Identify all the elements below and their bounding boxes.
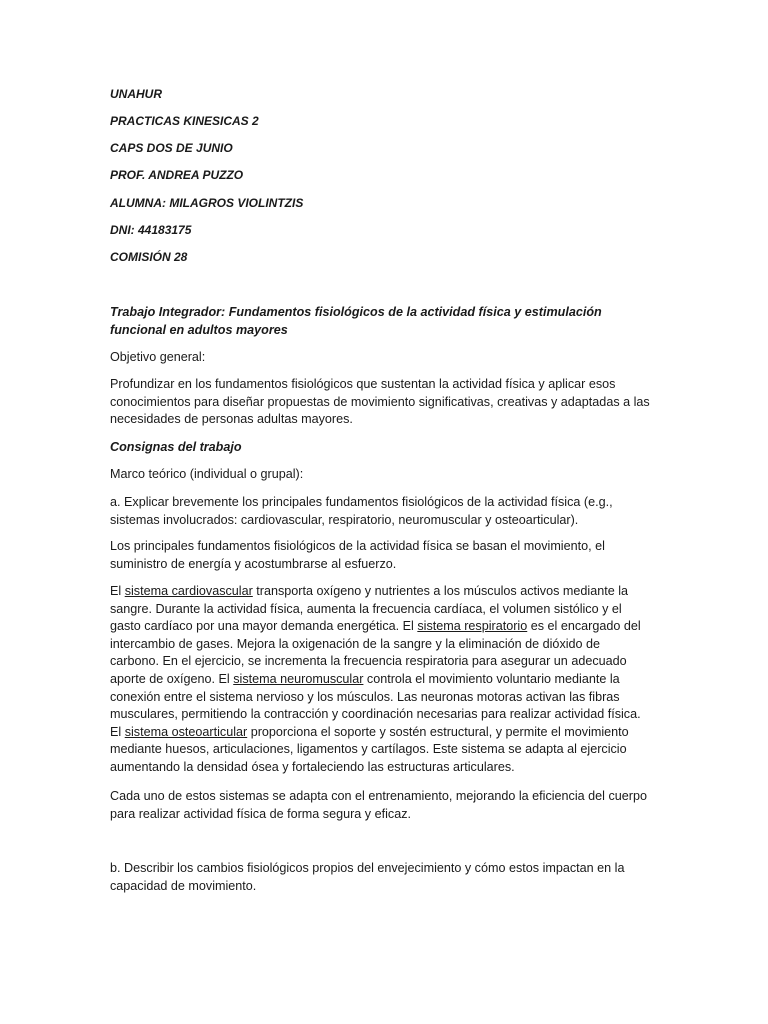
item-a: a. Explicar brevemente los principales fundamentos fisiológicos de la actividad física (e.g., sistemas involucrados: cardiovascular, respiratorio, neuromuscular y osteoarticular). xyxy=(110,495,613,527)
marco-teorico: Marco teórico (individual o grupal): xyxy=(110,467,304,481)
objective-heading: Objetivo general: xyxy=(110,350,206,364)
p2-text-2: transporta oxígeno y nutrientes a los músculos activos mediante la sangre. Durante la actividad física, aumenta la frecuencia cardíaca, el volumen sistólico y el gasto cardíaco por una mayor demanda energética. El xyxy=(110,584,629,634)
p2-text-3: es el encargado del intercambio de gases. Mejora la oxigenación de la sangre y la eliminación de dióxido de carbono. En el ejercicio, se incrementa la frecuencia respiratoria para asegurar un adecuado aporte de oxígeno. El xyxy=(110,619,641,686)
header-dni: DNI: 44183175 xyxy=(110,223,192,237)
paragraph-3: Cada uno de estos sistemas se adapta con el entrenamiento, mejorando la eficiencia del cuerpo para realizar actividad física de forma segura y eficaz. xyxy=(110,789,647,821)
item-b: b. Describir los cambios fisiológicos propios del envejecimiento y cómo estos impactan en la capacidad de movimiento. xyxy=(110,861,625,893)
header-commission: COMISIÓN 28 xyxy=(110,250,188,264)
link-sistema-respiratorio[interactable]: sistema respiratorio xyxy=(417,619,528,634)
link-sistema-neuromuscular[interactable]: sistema neuromuscular xyxy=(233,671,364,686)
consignas-heading: Consignas del trabajo xyxy=(110,440,242,454)
header-professor: PROF. ANDREA PUZZO xyxy=(110,168,244,182)
paragraph-2 xyxy=(110,583,650,777)
header-institution: UNAHUR xyxy=(110,87,162,101)
header-student: ALUMNA: MILAGROS VIOLINTZIS xyxy=(110,196,304,210)
document-page xyxy=(110,0,650,1024)
link-sistema-cardiovascular[interactable]: sistema cardiovascular xyxy=(124,584,253,598)
header-course: PRACTICAS KINESICAS 2 xyxy=(110,114,259,128)
paragraph-1: Los principales fundamentos fisiológicos de la actividad física se basan el movimiento, el suministro de energía y acostumbrarse al esfuerzo. xyxy=(110,539,605,571)
p2-text-5: proporciona el soporte y sostén estructural, y permite el movimiento mediante huesos, articulaciones, ligamentos y cartílagos. Este sistema se adapta al ejercicio aumentando la densidad ósea y fortaleciendo las estructuras articulares. xyxy=(110,724,629,774)
link-sistema-osteoarticular[interactable]: sistema osteoarticular xyxy=(124,724,248,739)
document-title: Trabajo Integrador: Fundamentos fisiológicos de la actividad física y estimulación funcional en adultos mayores xyxy=(110,305,602,337)
header-location: CAPS DOS DE JUNIO xyxy=(110,141,233,155)
objective-text: Profundizar en los fundamentos fisiológicos que sustentan la actividad física y aplicar esos conocimientos para diseñar propuestas de movimiento significativas, creativas y adaptadas a las necesidades de personas adultas mayores. xyxy=(110,377,650,427)
p2-text-4: controla el movimiento voluntario mediante la conexión entre el sistema nervioso y los músculos. Las neuronas motoras activan las fibras musculares, permitiendo la contracción y coordinación necesarias para realizar actividad física. El xyxy=(110,671,641,739)
p2-text-1: El xyxy=(110,584,125,598)
